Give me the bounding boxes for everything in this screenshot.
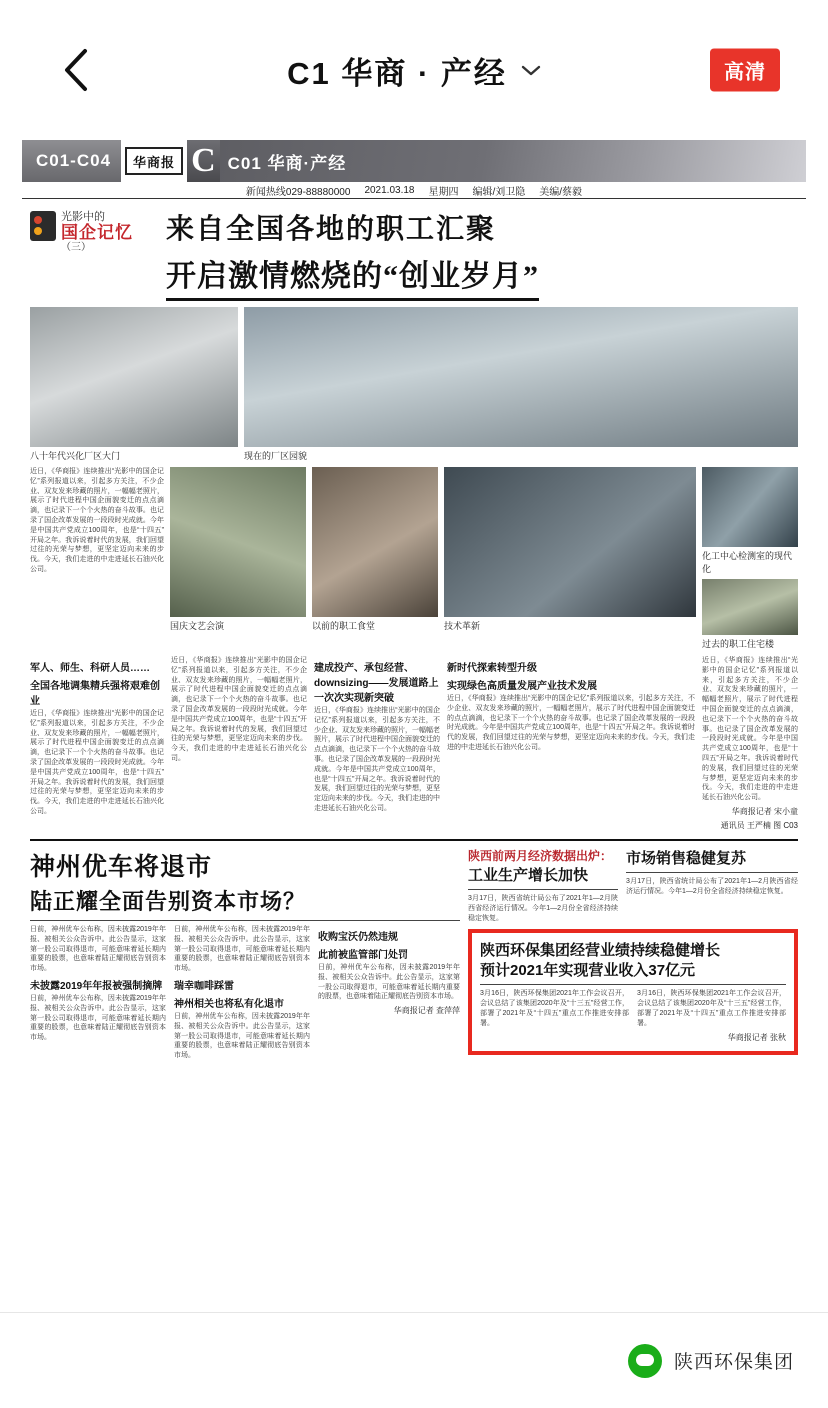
factory-gate-caption: 八十年代兴化厂区大门 (30, 451, 121, 461)
highlight-body-col1: 3月16日，陕西环保集团2021年工作会议召开，会议总结了该集团2020年及“十三五”经营工作，部署了2021年及“十四五”重点工作推进安排部署。 (480, 990, 629, 1027)
dormitory-caption: 过去的职工住宅楼 (702, 639, 775, 649)
article-industrial-output[interactable] (468, 847, 618, 923)
economy-body: 3月17日，陕西省统计局公布了2021年1—2月陕西省经济运行情况。今年1—2月份全省经济持续稳定恢复。 (468, 894, 618, 922)
highlight-byline: 华商报记者 张秋 (727, 1032, 786, 1042)
article-byline: 华商报记者 查萍萍 (393, 1006, 460, 1016)
lower-section (30, 839, 798, 1061)
old-dormitory-photo (702, 579, 798, 635)
article-subtitle: 陆正耀全面告别资本市场？ (30, 888, 307, 914)
article-subhead-4: 此前被监管部门处罚 (318, 949, 408, 961)
feature-subhead-2: 全国各地调集精兵强将艰难创业 (30, 681, 160, 707)
article-para-4: 日前，神州优车公布称，因未披露2019年年报、被相关公众告诉中。此公告显示，这家第一股公司取得退市，可能意味着延长期内重要的股票，也意味着陆正耀彻底告别资本市场。 (318, 963, 460, 1001)
page-title: C1 华商 · 产经 (287, 55, 507, 91)
feature-byline-contributor: 通讯员 王严楠 图 C03 (720, 820, 798, 830)
feature-photo-row-1 (30, 307, 798, 462)
innovation-caption: 技术革新 (444, 621, 481, 631)
performance-caption: 国庆文艺会演 (170, 621, 225, 631)
lab-modernization-photo (702, 467, 798, 547)
feature-headline-2: 开启激情燃烧的“创业岁月” (166, 251, 539, 301)
lab-caption: 化工中心检测室的现代化 (702, 551, 793, 574)
hd-quality-badge[interactable]: 高清 (710, 49, 780, 92)
chevron-left-icon (60, 45, 94, 95)
feature-paragraph-5: 近日，《华商报》连续推出“光影中的国企记忆”系列报道以来，引起多方关注，不少企业、双友发来珍藏的照片，一幅幅老照片，展示了时代进程中国企面貌变迁的点点滴滴，也记录下一个个火热的奋斗故事。也记录了国企改革发展的一段段时光成就。今年是中国共产党成立100周年，也是“十四五”开局之年。我诉说着时代的发展，我们回望过往的光荣与梦想，更坚定迈向未来的步伐。今天，我们走进的中走进延长石油兴化公司。 (702, 657, 798, 802)
wechat-account-logo (628, 1344, 662, 1378)
feature-headline-1: 来自全国各地的职工汇聚 (166, 214, 497, 245)
highlight-body-col2: 3月16日，陕西环保集团2021年工作会议召开，会议总结了该集团2020年及“十三五”经营工作，部署了2021年及“十四五”重点工作推进安排部署。 (637, 990, 786, 1027)
camera-icon (30, 211, 56, 241)
newspaper-page[interactable] (22, 140, 806, 1280)
masthead-page-label: C01 华商·产经 (220, 140, 806, 182)
masthead-weekday: 星期四 (428, 186, 459, 198)
feature-paragraph-2: 近日，《华商报》连续推出“光影中的国企记忆”系列报道以来，引起多方关注，不少企业、双友发来珍藏的照片，一幅幅老照片，展示了时代进程中国企面貌变迁的点点滴滴，也记录下一个个火热的奋斗故事。也记录了国企改革发展的一段段时光成就。今年是中国共产党成立100周年，也是“十四五”开局之年。我诉说着时代的发展，我们回望过往的光荣与梦想，更坚定迈向未来的步伐。今天，我们走进的中走进延长石油兴化公司。 (171, 657, 307, 762)
chevron-down-icon[interactable] (521, 64, 541, 76)
plant-panorama-caption: 现在的厂区园貌 (244, 451, 308, 461)
page-title-group[interactable] (287, 48, 541, 93)
feature-byline-reporter: 华商报记者 宋小童 (731, 806, 798, 816)
series-number: （三） (61, 242, 91, 254)
feature-header (30, 205, 798, 301)
feature-column-head-1: 建成投产、承包经营、downsizing——发展道路上一次次实现新突破 (314, 663, 439, 704)
article-subhead-1: 瑞幸咖啡踩雷 (174, 980, 234, 992)
feature-column-head-2: 新时代探索转型升级 (447, 663, 537, 674)
masthead-editor: 编辑/刘卫隐 (472, 186, 526, 198)
highlight-title-line1: 陕西环保集团经营业绩持续稳健增长 (480, 942, 721, 960)
masthead-paper-logo: 华商报 (125, 147, 183, 175)
article-para-3: 日前，神州优车公布称，因未披露2019年年报、被相关公众告诉中。此公告显示，这家第一股公司取得退市，可能意味着延长期内重要的股票，也意味着陆正耀彻底告别资本市场。 (174, 1012, 310, 1060)
article-market-sales[interactable] (626, 847, 798, 923)
article-shenzhou-youche[interactable] (30, 847, 460, 1061)
economy-title: 工业生产增长加快 (468, 866, 589, 884)
feature-series-badge (30, 205, 158, 301)
masthead-date: 2021.03.18 (364, 184, 415, 196)
masthead-designer: 美编/蔡毅 (539, 186, 583, 198)
highlight-title-line2: 预计2021年实现营业收入37亿元 (480, 961, 696, 979)
app-header (0, 0, 828, 140)
masthead-page-range: C01-C04 (22, 140, 121, 182)
feature-paragraph-1: 近日，《华商报》连续推出“光影中的国企记忆”系列报道以来，引起多方关注，不少企业、双友发来珍藏的照片，一幅幅老照片，展示了时代进程中国企面貌变迁的点点滴滴，也记录下一个个火热的奋斗故事。也记录了国企改革发展的一段段时光成就。今年是中国共产党成立100周年，也是“十四五”开局之年。我诉说着时代的发展，我们回望过往的光荣与梦想，更坚定迈向未来的步伐。今天，我们走进的中走进延长石油兴化公司。 (30, 710, 164, 815)
market-sales-body: 3月17日，陕西省统计局公布了2021年1—2月陕西省经济运行情况。今年1—2月份全省经济持续稳定恢复。 (626, 877, 798, 895)
national-day-performance-photo (170, 467, 306, 617)
series-name: 国企记忆 (61, 223, 133, 243)
series-kicker: 光影中的 (61, 211, 105, 223)
masthead-hotline: 新闻热线029-88880000 (245, 186, 351, 198)
article-lead: 日前，神州优车公布称，因未披露2019年年报、被相关公众告诉中。此公告显示，这家第一股公司取得退市，可能意味着延长期内重要的股票，也意味着陆正耀彻底告别资本市场。 (30, 925, 166, 973)
feature-paragraph-4: 近日，《华商报》连续推出“光影中的国企记忆”系列报道以来，引起多方关注，不少企业、双友发来珍藏的照片，一幅幅老照片，展示了时代进程中国企面貌变迁的点点滴滴，也记录下一个个火热的奋斗故事。也记录了国企改革发展的一段段时光成就。今年是中国共产党成立100周年，也是“十四五”开局之年。我诉说着时代的发展，我们回望过往的光荣与梦想，更坚定迈向未来的步伐。今天，我们走进的中走进延长石油兴化公司。 (447, 695, 695, 751)
feature-photo-row-2 (30, 467, 798, 650)
feature-subhead-1: 军人、师生、科研人员…… (30, 663, 150, 674)
old-canteen-photo (312, 467, 438, 617)
article-para-2: 日前，神州优车公布称，因未披露2019年年报、被相关公众告诉中。此公告显示，这家第一股公司取得退市，可能意味着延长期内重要的股票，也意味着陆正耀彻底告别资本市场。 (174, 925, 310, 973)
feature-intro-block (30, 467, 164, 650)
technical-innovation-photo (444, 467, 696, 617)
canteen-caption: 以前的职工食堂 (312, 621, 376, 631)
masthead-section-letter: C (187, 140, 220, 182)
wechat-account-name: 陕西环保集团 (673, 1352, 794, 1373)
article-subhead-0: 未披露2019年年报被强制摘牌 (30, 980, 163, 992)
factory-gate-photo (30, 307, 238, 447)
plant-panorama-photo (244, 307, 798, 447)
feature-body (30, 656, 798, 831)
feature-paragraph-3: 近日，《华商报》连续推出“光影中的国企记忆”系列报道以来，引起多方关注，不少企业、双友发来珍藏的照片，一幅幅老照片，展示了时代进程中国企面貌变迁的点点滴滴，也记录下一个个火热的奋斗故事。也记录了国企改革发展的一段段时光成就。今年是中国共产党成立100周年，也是“十四五”开局之年。我诉说着时代的发展，我们回望过往的光荣与梦想，更坚定迈向未来的步伐。今天，我们走进的中走进延长石油兴化公司。 (314, 707, 440, 812)
article-para-1: 日前，神州优车公布称，因未披露2019年年报、被相关公众告诉中。此公告显示，这家第一股公司取得退市，可能意味着延长期内重要的股票，也意味着陆正耀彻底告别资本市场。 (30, 994, 166, 1042)
article-subhead-2: 神州相关也将私有化退市 (174, 998, 284, 1010)
right-column (468, 847, 798, 1061)
back-button[interactable] (60, 45, 94, 95)
feature-column-head-3: 实现绿色高质量发展产业技术发展 (447, 681, 597, 692)
highlighted-article-box[interactable] (468, 929, 798, 1054)
masthead (22, 140, 806, 182)
article-title: 神州优车将退市 (30, 852, 213, 881)
article-subhead-3: 收购宝沃仍然违规 (318, 931, 398, 943)
economy-kicker: 陕西前两月经济数据出炉： (468, 848, 613, 863)
masthead-meta (22, 182, 806, 199)
market-sales-title: 市场销售稳健复苏 (626, 849, 747, 867)
feature-intro-text: 近日，《华商报》连续推出“光影中的国企记忆”系列报道以来，引起多方关注，不少企业、双友发来珍藏的照片，一幅幅老照片，展示了时代进程中国企面貌变迁的点点滴滴，也记录下一个个火热的奋斗故事。也记录了国企改革发展的一段段时光成就。今年是中国共产党成立100周年，也是“十四五”开局之年。我诉说着时代的发展，我们回望过往的光荣与梦想，更坚定迈向未来的步伐。今天，我们走进的中走进延长石油兴化公司。 (30, 468, 164, 573)
wechat-account-footer[interactable] (0, 1312, 828, 1408)
